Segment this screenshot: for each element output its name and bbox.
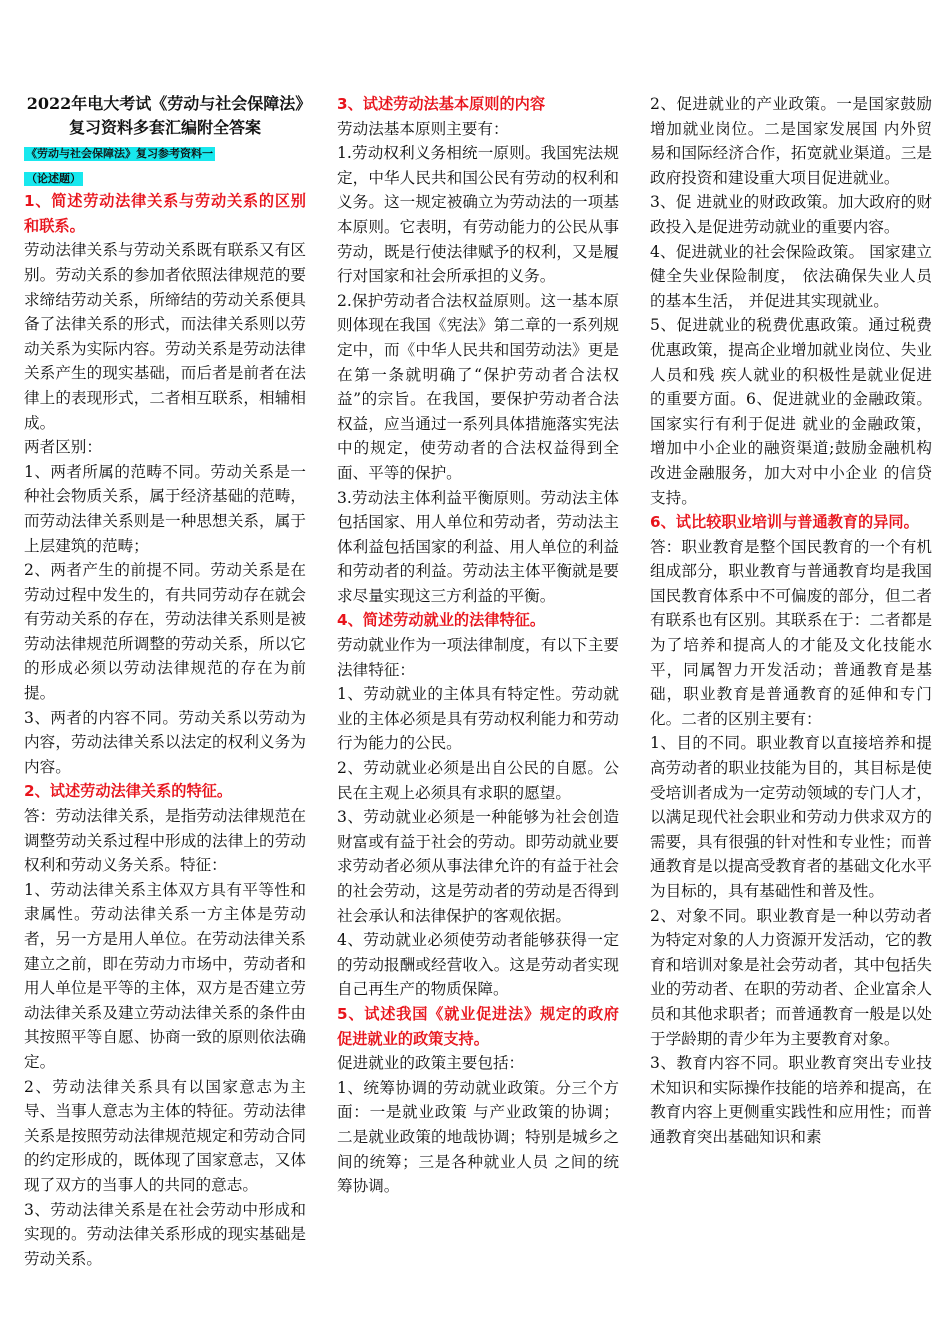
answer-paragraph: 2、对象不同。职业教育是一种以劳动者为特定对象的人力资源开发活动，它的教育和培训对象是社会劳动者，其中包括失业的劳动者、在职的劳动者、企业富余人员和其他求职者；而普通教育一般是以处于学龄期的青少年为主要教育对象。 (650, 906, 932, 1048)
section-type-label: （论述题） (26, 171, 81, 185)
answer-paragraph: 1、目的不同。职业教育以直接培养和提高劳动者的职业技能为目的，其目标是使受培训者成为一定劳动领域的专门人才，以满足现代社会职业和劳动力供求双方的需要，具有很强的针对性和专业性；而普通教育是以提高受教育者的基础文化水平为目标的，具有基础性和普及性。 (650, 734, 932, 900)
document-title: 2022年电大考试《劳动与社会保障法》复习资料多套汇编附全答案 (26, 94, 304, 137)
answer-paragraph: 劳动法基本原则主要有： (337, 119, 509, 138)
question-heading: 2、试述劳动法律关系的特征。 (24, 782, 233, 801)
answer-paragraph: 1、两者所属的范畴不同。劳动关系是一种社会物质关系，属于经济基础的范畴，而劳动法律关系则是一种思想关系，属于上层建筑的范畴； (24, 462, 306, 555)
answer-paragraph: 1.劳动权利义务相统一原则。我国宪法规定，中华人民共和国公民有劳动的权利和义务。这一规定被确立为劳动法的一项基本原则。它表明，有劳动能力的公民从事劳动，既是行使法律赋予的权利，又是履行对国家和社会所承担的义务。 (337, 144, 619, 286)
column-1-body (24, 189, 306, 1271)
answer-paragraph: 3、促 进就业的财政政策。加大政府的财政投入是促进劳动就业的重要内容。 (650, 193, 932, 236)
answer-paragraph: 答：劳动法律关系，是指劳动法律规范在调整劳动关系过程中形成的法律上的劳动权利和劳动义务关系。特征： (24, 807, 306, 875)
answer-paragraph: 答：职业教育是整个国民教育的一个有机组成部分，职业教育与普通教育均是我国国民教育体系中不可偏废的部分，但二者有联系也有区别。其联系在于：二者都是为了培养和提高人的才能及文化技能水平，同属智力开发活动；普通教育是基础，职业教育是普通教育的延伸和专门化。二者的区别主要有： (650, 537, 932, 728)
answer-paragraph: 5、促进就业的税费优惠政策。通过税费优惠政策，提高企业增加就业岗位、失业人员和残 疾人就业的积极性是就业促进的重要方面。6、促进就业的金融政策。国家实行有利于促进 就业的金融政策，增加中小企业的融资渠道;鼓励金融机构改进金融服务，加大对中小企业 的信贷支持。 (650, 316, 932, 507)
answer-paragraph: 3、教育内容不同。职业教育突出专业技术知识和实际操作技能的培养和提高，在教育内容上更侧重实践性和应用性；而普通教育突出基础知识和素 (650, 1054, 932, 1146)
answer-paragraph: 3、劳动就业必须是一种能够为社会创造财富或有益于社会的劳动。即劳动就业要求劳动者必须从事法律允许的有益于社会的社会劳动，这是劳动者的劳动是否得到社会承认和法律保护的客观依据。 (337, 808, 619, 925)
answer-paragraph: 3.劳动法主体利益平衡原则。劳动法主体包括国家、用人单位和劳动者，劳动法主体利益包括国家的利益、用人单位的利益和劳动者的利益。劳动法主体平衡就是要求尽量实现这三方利益的平衡。 (337, 488, 619, 605)
answer-paragraph: 2、劳动就业必须是出自公民的自愿。公民在主观上必须具有求职的愿望。 (337, 759, 619, 802)
answer-paragraph: 3、劳动法律关系是在社会劳动中形成和实现的。劳动法律关系形成的现实基础是劳动关系。 (24, 1200, 306, 1268)
answer-paragraph: 1、劳动就业的主体具有特定性。劳动就业的主体必须是具有劳动权利能力和劳动行为能力的公民。 (337, 685, 619, 753)
answer-paragraph: 2、两者产生的前提不同。劳动关系是在劳动过程中发生的，有共同劳动存在就会有劳动关系的存在，劳动法律关系则是被劳动法律规范所调整的劳动关系，所以它的形成必须以劳动法律规范的存在为前提。 (24, 561, 306, 703)
answer-paragraph: 4、促进就业的社会保险政策。 国家建立健全失业保险制度， 依法确保失业人员的基本生活， 并促进其实现就业。 (650, 242, 932, 310)
answer-paragraph: 劳动法律关系与劳动关系既有联系又有区别。劳动关系的参加者依照法律规范的要求缔结劳动关系，所缔结的劳动关系便具备了法律关系的形式，而法律关系则以劳动关系为实际内容。劳动关系是劳动法律关系产生的现实基础，而后者是前者在法律上的表现形式，二者相互联系，相辅相成。 (24, 241, 306, 432)
question-heading: 3、试述劳动法基本原则的内容 (337, 95, 546, 113)
column-3-body (650, 92, 932, 1150)
answer-paragraph: 1、劳动法律关系主体双方具有平等性和隶属性。劳动法律关系一方主体是劳动者，另一方是用人单位。在劳动法律关系建立之前，即在劳动力市场中，劳动者和用人单位是平等的主体，双方是否建立劳动法律关系及建立劳动法律关系的条件由其按照平等自愿、协商一致的原则依法确定。 (24, 880, 306, 1071)
answer-paragraph: 2、促进就业的产业政策。一是国家鼓励增加就业岗位。二是国家发展国 内外贸易和国际经济合作，拓宽就业渠道。三是政府投资和建设重大项目促进就业。 (650, 95, 932, 187)
answer-paragraph: 促进就业的政策主要包括： (337, 1054, 525, 1073)
question-heading: 1、简述劳动法律关系与劳动关系的区别和联系。 (24, 192, 306, 235)
column-2 (337, 92, 619, 1199)
column-3 (650, 92, 932, 1150)
highlighted-series-label: 《劳动与社会保障法》复习参考资料一 (26, 147, 213, 160)
answer-paragraph: 4、劳动就业必须使劳动者能够获得一定的劳动报酬或经营收入。这是劳动者实现自己再生产的物质保障。 (337, 931, 619, 999)
answer-paragraph: 2、劳动法律关系具有以国家意志为主导、当事人意志为主体的特征。劳动法律关系是按照劳动法律规范规定和劳动合同的约定形成的，既体现了国家意志，又体现了双方的当事人的共同的意志。 (24, 1077, 306, 1194)
column-2-body (337, 92, 619, 1199)
answer-paragraph: 两者区别： (24, 438, 102, 457)
question-heading: 5、试述我国《就业促进法》规定的政府促进就业的政策支持。 (337, 1004, 619, 1048)
answer-paragraph: 1、统筹协调的劳动就业政策。分三个方面：一是就业政策 与产业政策的协调；二是就业政策的地哉协调；特别是城乡之间的统筹；三是各种就业人员 之间的统筹协调。 (337, 1078, 619, 1196)
column-1 (24, 92, 306, 1271)
answer-paragraph: 2.保护劳动者合法权益原则。这一基本原则体现在我国《宪法》第二章的一系列规定中，而《中华人民共和国劳动法》更是在第一条就明确了“保护劳动者合法权益”的宗旨。在我国，要保护劳动者合法权益，应当通过一系列具体措施落实宪法中的规定，使劳动者的合法权益得到全面、平等的保护。 (337, 291, 619, 482)
question-heading: 6、试比较职业培训与普通教育的异同。 (650, 513, 919, 532)
answer-paragraph: 劳动就业作为一项法律制度，有以下主要法律特征： (337, 636, 619, 679)
question-heading: 4、简述劳动就业的法律特征。 (337, 611, 546, 630)
answer-paragraph: 3、两者的内容不同。劳动关系以劳动为内容，劳动法律关系以法定的权利义务为内容。 (24, 708, 306, 776)
